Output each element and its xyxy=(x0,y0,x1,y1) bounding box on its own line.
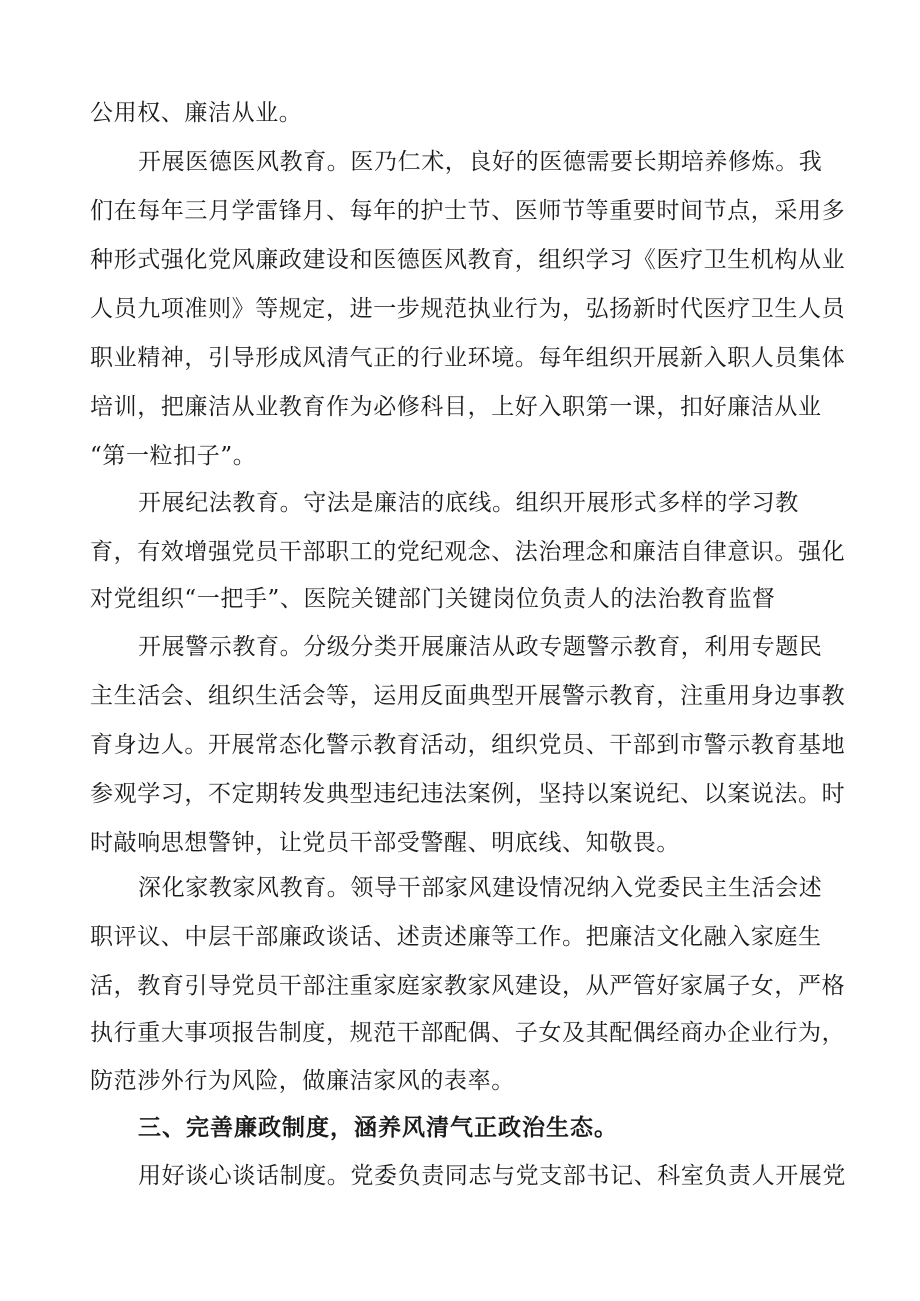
paragraph-first-line: 深化家教家风教育。领导干部家风建设情况纳入党委民主生活会述 xyxy=(138,875,823,901)
text-line: 育，有效增强党员干部职工的党纪观念、法治理念和廉洁自律意识。强化 xyxy=(90,539,846,565)
text-line: 培训，把廉洁从业教育作为必修科目，上好入职第一课，扣好廉洁从业 xyxy=(90,394,822,420)
paragraph-first-line: 用好谈心谈话制度。党委负责同志与党支部书记、科室负责人开展党 xyxy=(138,1163,846,1189)
section-heading: 三、完善廉政制度，涵养风清气正政治生态。 xyxy=(138,1115,618,1141)
text-line: 种形式强化党风廉政建设和医德医风教育，组织学习《医疗卫生机构从业 xyxy=(90,247,846,273)
text-line: 育身边人。开展常态化警示教育活动，组织党员、干部到市警示教育基地 xyxy=(90,732,846,758)
text-line: 人员九项准则》等规定，进一步规范执业行为，弘扬新时代医疗卫生人员 xyxy=(90,296,846,322)
paragraph-first-line: 开展警示教育。分级分类开展廉洁从政专题警示教育，利用专题民 xyxy=(138,634,823,660)
text-line: 公用权、廉洁从业。 xyxy=(90,100,303,126)
text-line: 职评议、中层干部廉政谈话、述责述廉等工作。把廉洁文化融入家庭生 xyxy=(90,924,822,950)
text-line: 参观学习，不定期转发典型违纪违法案例，坚持以案说纪、以案说法。时 xyxy=(90,781,846,807)
text-line: 职业精神，引导形成风清气正的行业环境。每年组织开展新入职人员集体 xyxy=(90,345,846,371)
text-line: “第一粒扣子”。 xyxy=(90,443,257,469)
text-line: 活，教育引导党员干部注重家庭家教家风建设，从严管好家属子女，严格 xyxy=(90,973,846,999)
text-line: 主生活会、组织生活会等，运用反面典型开展警示教育，注重用身边事教 xyxy=(90,683,846,709)
text-line: 执行重大事项报告制度，规范干部配偶、子女及其配偶经商办企业行为， xyxy=(90,1020,846,1046)
text-line: 对党组织“一把手”、医院关键部门关键岗位负责人的法治教育监督 xyxy=(90,586,776,612)
paragraph-first-line: 开展医德医风教育。医乃仁术，良好的医德需要长期培养修炼。我 xyxy=(138,149,823,175)
paragraph-first-line: 开展纪法教育。守法是廉洁的底线。组织开展形式多样的学习教 xyxy=(138,490,799,516)
text-line: 时敲响思想警钟，让党员干部受警醒、明底线、知敬畏。 xyxy=(90,830,680,856)
text-line: 防范涉外行为风险，做廉洁家风的表率。 xyxy=(90,1068,515,1094)
text-line: 们在每年三月学雷锋月、每年的护士节、医师节等重要时间节点，采用多 xyxy=(90,198,846,224)
